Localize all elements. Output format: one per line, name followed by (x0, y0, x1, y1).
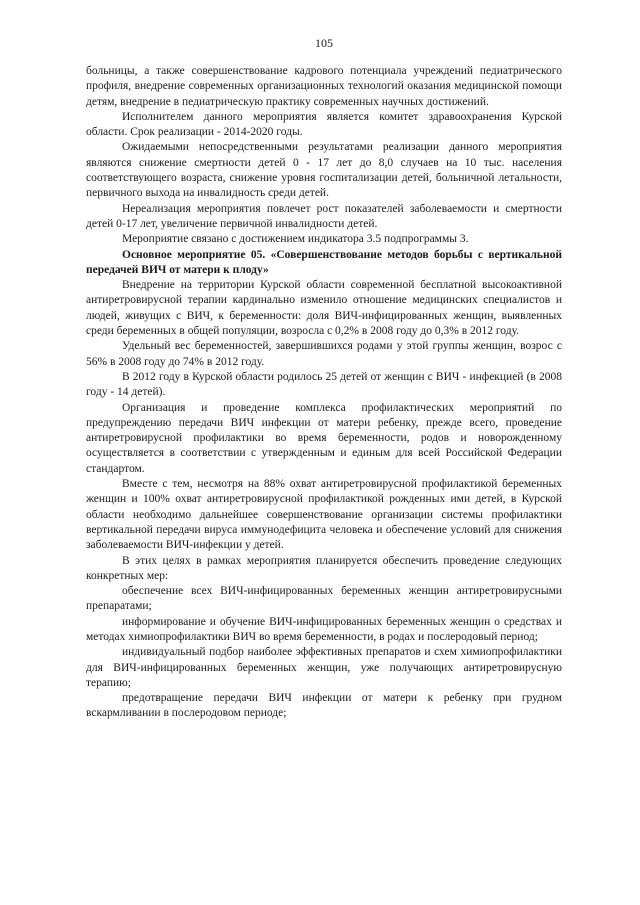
paragraph: Мероприятие связано с достижением индикатора 3.5 подпрограммы 3. (122, 233, 469, 246)
paragraph: информирование и обучение ВИЧ-инфицированных беременных женщин о средствах и методах химиопрофилактики ВИЧ во время беременности, в родах и послеродовый период; (86, 615, 562, 643)
paragraph: обеспечение всех ВИЧ-инфицированных беременных женщин антиретровирусными препаратами; (86, 585, 562, 613)
paragraph: Удельный вес беременностей, завершившихся родами у этой группы женщин, возрос с 56% в 2008 году до 74% в 2012 году. (86, 340, 562, 368)
paragraph: Организация и проведение комплекса профилактических мероприятий по предупреждению передачи ВИЧ инфекции от матери ребенку, прежде всего, проведение антиретровирусной профилактики во время беременности, родов и новорожденному осуществляется в соответствии с утвержденным и единым для всей Российской Федерации стандартом. (86, 401, 562, 475)
section-heading: Основное мероприятие 05. «Совершенствование методов борьбы с вертикальной передачей ВИЧ от матери к плоду» (86, 248, 562, 276)
paragraph: Исполнителем данного мероприятия является комитет здравоохранения Курской области. Срок реализации - 2014-2020 годы. (86, 110, 562, 139)
paragraph: Внедрение на территории Курской области современной бесплатной высокоактивной антиретровирусной терапии кардинально изменило отношение медицинских специалистов и людей, живущих с ВИЧ, к беременности: доля ВИЧ-инфицированных женщин, выявленных среди беременных в общей популяции, возросла с 0,2% в 2008 году до 0,3% в 2012 году. (86, 279, 562, 338)
paragraph: В 2012 году в Курской области родилось 25 детей от женщин с ВИЧ - инфекцией (в 2008 году - 14 детей). (86, 370, 562, 399)
paragraph: В этих целях в рамках мероприятия планируется обеспечить проведение следующих конкретных мер: (86, 554, 562, 582)
paragraph: больницы, а также совершенствование кадрового потенциала учреждений педиатрического профиля, внедрение современных организационных технологий оказания медицинской помощи детям, внедрение в педиатрическую практику современных научных достижений. (86, 65, 562, 108)
paragraph: Вместе с тем, несмотря на 88% охват антиретровирусной профилактикой беременных женщин и 100% охват антиретровирусной профилактикой рожденных ими детей, в Курской области необходимо дальнейшее совершенствование организации системы профилактики вертикальной передачи вируса иммунодефицита человека и обеспечение условий для снижения заболеваемости ВИЧ-инфекции у детей. (86, 478, 562, 552)
page-number: 105 (315, 36, 333, 50)
paragraph: индивидуальный подбор наиболее эффективных препаратов и схем химиопрофилактики для ВИЧ-инфицированных беременных женщин, уже получающих антиретровирусную терапию; (86, 646, 562, 689)
paragraph: Нереализация мероприятия повлечет рост показателей заболеваемости и смертности детей 0-17 лет, увеличение первичной инвалидности детей. (86, 202, 562, 230)
paragraph: Ожидаемыми непосредственными результатами реализации данного мероприятия являются снижение смертности детей 0 - 17 лет до 8,0 случаев на 10 тыс. населения соответствующего возраста, снижение уровня госпитализации детей, больничной летальности, первичного выхода на инвалидность среди детей. (86, 141, 562, 200)
paragraph: предотвращение передачи ВИЧ инфекции от матери к ребенку при грудном вскармливании в послеродовом периоде; (86, 692, 562, 720)
document-body (86, 64, 562, 722)
